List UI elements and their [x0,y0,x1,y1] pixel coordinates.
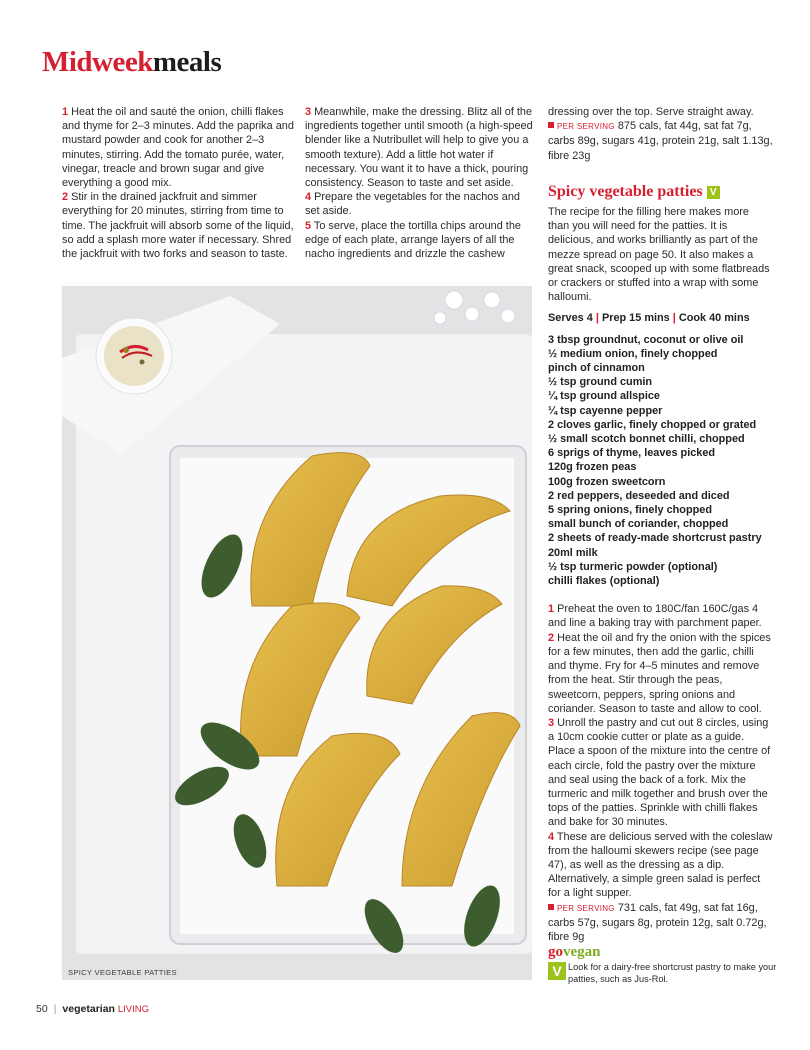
step-text: These are delicious served with the coleslaw from the halloumi skewers recipe (see page 47), as well as the dressing as a dip. Alternatively, a simple green salad is perfect for a light supper. [548,830,773,900]
method-step [548,631,773,716]
method-step [305,190,537,218]
step-text: Stir in the drained jackfruit and simmer everything for 20 minutes, stirring from time to time. The jackfruit will absorb some of the liquid, so add a splash more water if necessary. Shred the jackfruit with two forks and season to taste. [62,191,294,261]
method-step [305,219,537,262]
cook-time: Cook 40 mins [678,312,750,325]
step-number: 1 [548,603,555,616]
method-step [548,716,773,830]
step-number: 4 [548,830,555,843]
nutrition-info [548,119,773,163]
step-number: 2 [62,191,69,204]
ingredient: ½ tsp turmeric powder (optional) [548,560,718,573]
recipe-body [548,205,773,944]
ingredient: ½ medium onion, finely chopped [548,347,718,360]
header-midweek: Midweek [42,46,153,78]
method-step [62,105,294,190]
step-number: 3 [548,716,555,729]
per-serving-label: PER SERVING [557,122,615,132]
step-text: Meanwhile, make the dressing. Blitz all of the ingredients together until smooth (a high-speed blender like a Nutribullet will help to give you a smooth texture). Add a little hot water if necessary. You want it to have a thick, pouring consistency. Season to taste and set aside. [305,106,533,190]
step-text: Heat the oil and sauté the onion, chilli flakes and thyme for 2–3 minutes. Add the paprika and mustard powder and cook for another 2–3 minutes, stirring. Add the tomato purée, water, vinegar, treacle and brown sugar and give everything a good mix. [62,106,294,190]
brand-vegetarian: vegetarian [62,1003,115,1015]
recipe-photo [62,286,532,980]
govegan-vegan: vegan [563,944,601,960]
column-2-method [305,105,537,261]
ingredient-list [548,333,773,589]
vegan-tip: Look for a dairy-free shortcrust pastry to make your patties, such as Jus-Rol. [568,962,777,984]
recipe-title-text: Spicy vegetable patties [548,183,703,200]
ingredient: 120g frozen peas [548,461,637,474]
page-footer [36,1003,149,1015]
step-text: Heat the oil and fry the onion with the spices for a few minutes, then add the garlic, chilli and thyme. Fry for 4–5 minutes and remove from the heat. Stir through the peas, sweetcorn, peppers, spring onions and coriander. Season to taste and allow to cool. [548,631,771,715]
column-3-top [548,105,773,163]
ingredient: 2 red peppers, deseeded and diced [548,489,730,502]
method-step [548,602,773,630]
per-serving-square-icon [548,122,554,128]
footer-separator: | [53,1003,57,1015]
meta-separator: | [595,312,599,325]
ingredient: pinch of cinnamon [548,362,645,375]
method-step [305,105,537,190]
ingredient: chilli flakes (optional) [548,575,660,588]
column-1-method [62,105,294,261]
step-text: Preheat the oven to 180C/fan 160C/gas 4 and line a baking tray with parchment paper. [548,603,762,630]
method-continuation: dressing over the top. Serve straight away. [548,106,754,118]
ingredient: 5 spring onions, finely chopped [548,504,712,517]
ingredient: small bunch of coriander, chopped [548,518,729,531]
brand-living: LIVING [117,1004,150,1015]
ingredient: 6 sprigs of thyme, leaves picked [548,447,716,460]
per-serving-square-icon [548,904,554,910]
step-number: 2 [548,631,555,644]
meta-separator: | [672,312,676,325]
nutrition-text: 875 cals, fat 44g, sat fat 7g, carbs 89g, sugars 41g, protein 21g, salt 1.13g, fibre 23g [548,120,773,162]
step-number: 4 [305,191,312,204]
ingredient: 2 sheets of ready-made shortcrust pastry [548,532,762,545]
step-text: Unroll the pastry and cut out 8 circles, using a 10cm cookie cutter or plate as a guide. Place a spoon of the mixture into the centre of each circle, fold the pastry over the mixture and seal using the back of a fork. Mix the turmeric and milk together and brush over the tops of the patties. Sprinkle with chilli flakes and bake for 30 minutes. [548,716,771,829]
ingredient: 100g frozen sweetcorn [548,475,666,488]
govegan-go: go [548,944,563,960]
recipe-intro: The recipe for the filling here makes more than you will need for the patties. It is delicious, and works brilliantly as part of the mezze spread on page 50. It also makes a great snack, scooped up with some flatbreads or crackers or stuffed into a wrap with some halloumi. [548,206,770,304]
prep-time: Prep 15 mins [601,312,670,325]
ingredient: ¼ tsp cayenne pepper [548,404,663,417]
step-text: To serve, place the tortilla chips around the edge of each plate, arrange layers of all the nacho ingredients and drizzle the cashew [305,219,521,261]
ingredient: ¼ tsp ground allspice [548,390,660,403]
page-number: 50 [36,1003,48,1015]
ingredient: 2 cloves garlic, finely chopped or grated [548,418,757,431]
step-number: 5 [305,219,312,232]
recipe-meta [548,311,773,325]
govegan-heading [548,944,601,961]
per-serving-label: PER SERVING [557,903,615,913]
ingredient: ½ tsp ground cumin [548,376,653,389]
method-step [62,190,294,261]
serves: Serves 4 [548,312,593,325]
recipe-method [548,602,773,944]
method-step [548,830,773,901]
recipe-title [548,183,720,201]
section-header [42,46,221,79]
patties-illustration [62,286,532,980]
vegan-badge-icon: V [548,962,566,980]
step-number: 1 [62,106,69,118]
header-meals: meals [152,46,222,78]
photo-caption: SPICY VEGETABLE PATTIES [68,968,177,977]
nutrition-text: 731 cals, fat 49g, sat fat 16g, carbs 57g, sugars 8g, protein 12g, salt 0.72g, fibre 9g [548,901,767,943]
ingredient: 3 tbsp groundnut, coconut or olive oil [548,333,744,346]
vegetarian-badge-icon: V [707,186,720,199]
step-number: 3 [305,106,312,118]
nutrition-info [548,901,773,945]
step-text: Prepare the vegetables for the nachos and set aside. [305,191,520,218]
ingredient: ½ small scotch bonnet chilli, chopped [548,433,745,446]
ingredient: 20ml milk [548,546,598,559]
